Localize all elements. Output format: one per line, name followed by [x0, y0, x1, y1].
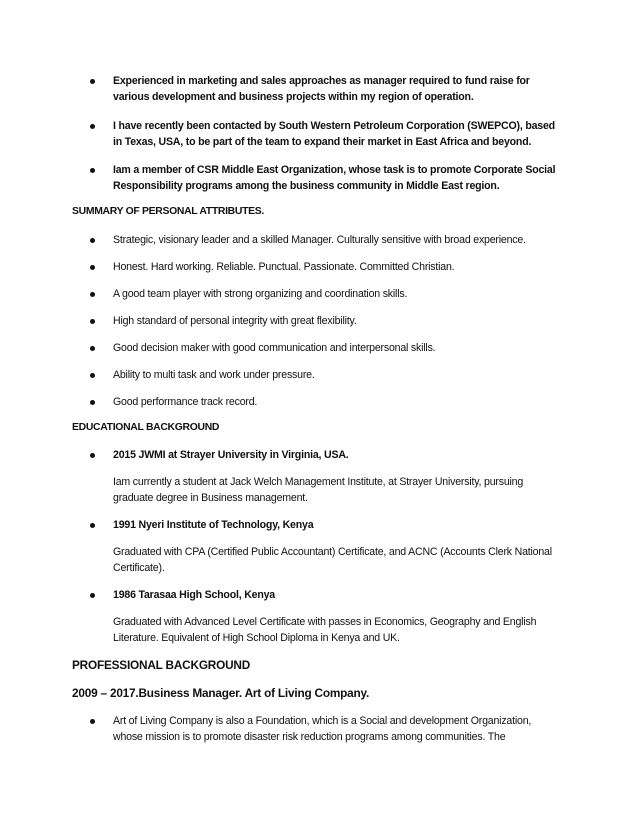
section-heading-education: EDUCATIONAL BACKGROUND: [72, 422, 220, 433]
bullet-text: High standard of personal integrity with great flexibility.: [113, 315, 357, 327]
bullet-icon: [90, 124, 95, 129]
bullet-icon: [90, 265, 95, 270]
bullet-icon: [90, 593, 95, 598]
bullet-icon: [90, 168, 95, 173]
list-item: [90, 73, 560, 105]
list-item: [90, 517, 560, 533]
bullet-text: Honest. Hard working. Reliable. Punctual. Passionate. Committed Christian.: [113, 261, 455, 273]
bullet-icon: [90, 523, 95, 528]
list-item: [90, 340, 560, 356]
bullet-icon: [90, 79, 95, 84]
section-heading-summary: SUMMARY OF PERSONAL ATTRIBUTES.: [72, 206, 264, 217]
bullet-icon: [90, 346, 95, 351]
bullet-icon: [90, 238, 95, 243]
bullet-icon: [90, 319, 95, 324]
list-item: [90, 286, 560, 302]
bullet-text: A good team player with strong organizing and coordination skills.: [113, 288, 408, 300]
bullet-text: Art of Living Company is also a Foundation, which is a Social and development Organization, whose mission is to promote disaster risk reduction programs among communities. The: [113, 715, 532, 743]
list-item: [90, 447, 560, 463]
bullet-icon: [90, 453, 95, 458]
bullet-text: Iam a member of CSR Middle East Organization, whose task is to promote Corporate Social Responsibility programs among the business community in Middle East region.: [113, 164, 556, 192]
list-item: [90, 367, 560, 383]
list-item: [90, 118, 560, 150]
bullet-icon: [90, 719, 95, 724]
education-description: Graduated with CPA (Certified Public Accountant) Certificate, and ACNC (Accounts Clerk National Certificate).: [113, 546, 552, 574]
list-item: [90, 232, 560, 248]
bullet-text: Experienced in marketing and sales approaches as manager required to fund raise for various development and business projects within my region of operation.: [113, 75, 530, 103]
education-title: 1991 Nyeri Institute of Technology, Kenya: [113, 519, 314, 531]
list-item: [90, 587, 560, 603]
bullet-text: Strategic, visionary leader and a skilled Manager. Culturally sensitive with broad experience.: [113, 234, 526, 246]
list-item: [90, 162, 560, 194]
bullet-icon: [90, 373, 95, 378]
bullet-text: Ability to multi task and work under pressure.: [113, 369, 315, 381]
education-title: 2015 JWMI at Strayer University in Virginia, USA.: [113, 449, 349, 461]
education-title: 1986 Tarasaa High School, Kenya: [113, 589, 275, 601]
education-description: Graduated with Advanced Level Certificate with passes in Economics, Geography and English Literature. Equivalent of High School Diploma in Kenya and UK.: [113, 616, 537, 644]
section-heading-professional: PROFESSIONAL BACKGROUND: [72, 658, 251, 672]
bullet-text: I have recently been contacted by South Western Petroleum Corporation (SWEPCO), based in Texas, USA, to be part of the team to expand their market in East Africa and beyond.: [113, 120, 555, 148]
bullet-text: Good decision maker with good communication and interpersonal skills.: [113, 342, 436, 354]
list-item: [90, 313, 560, 329]
list-item: [90, 259, 560, 275]
education-description: Iam currently a student at Jack Welch Management Institute, at Strayer University, pursuing graduate degree in Business management.: [113, 476, 524, 504]
bullet-text: Good performance track record.: [113, 396, 258, 408]
list-item: [90, 394, 560, 410]
bullet-icon: [90, 292, 95, 297]
list-item: [90, 713, 560, 745]
job-title: 2009 – 2017.Business Manager. Art of Living Company.: [72, 686, 370, 700]
bullet-icon: [90, 400, 95, 405]
